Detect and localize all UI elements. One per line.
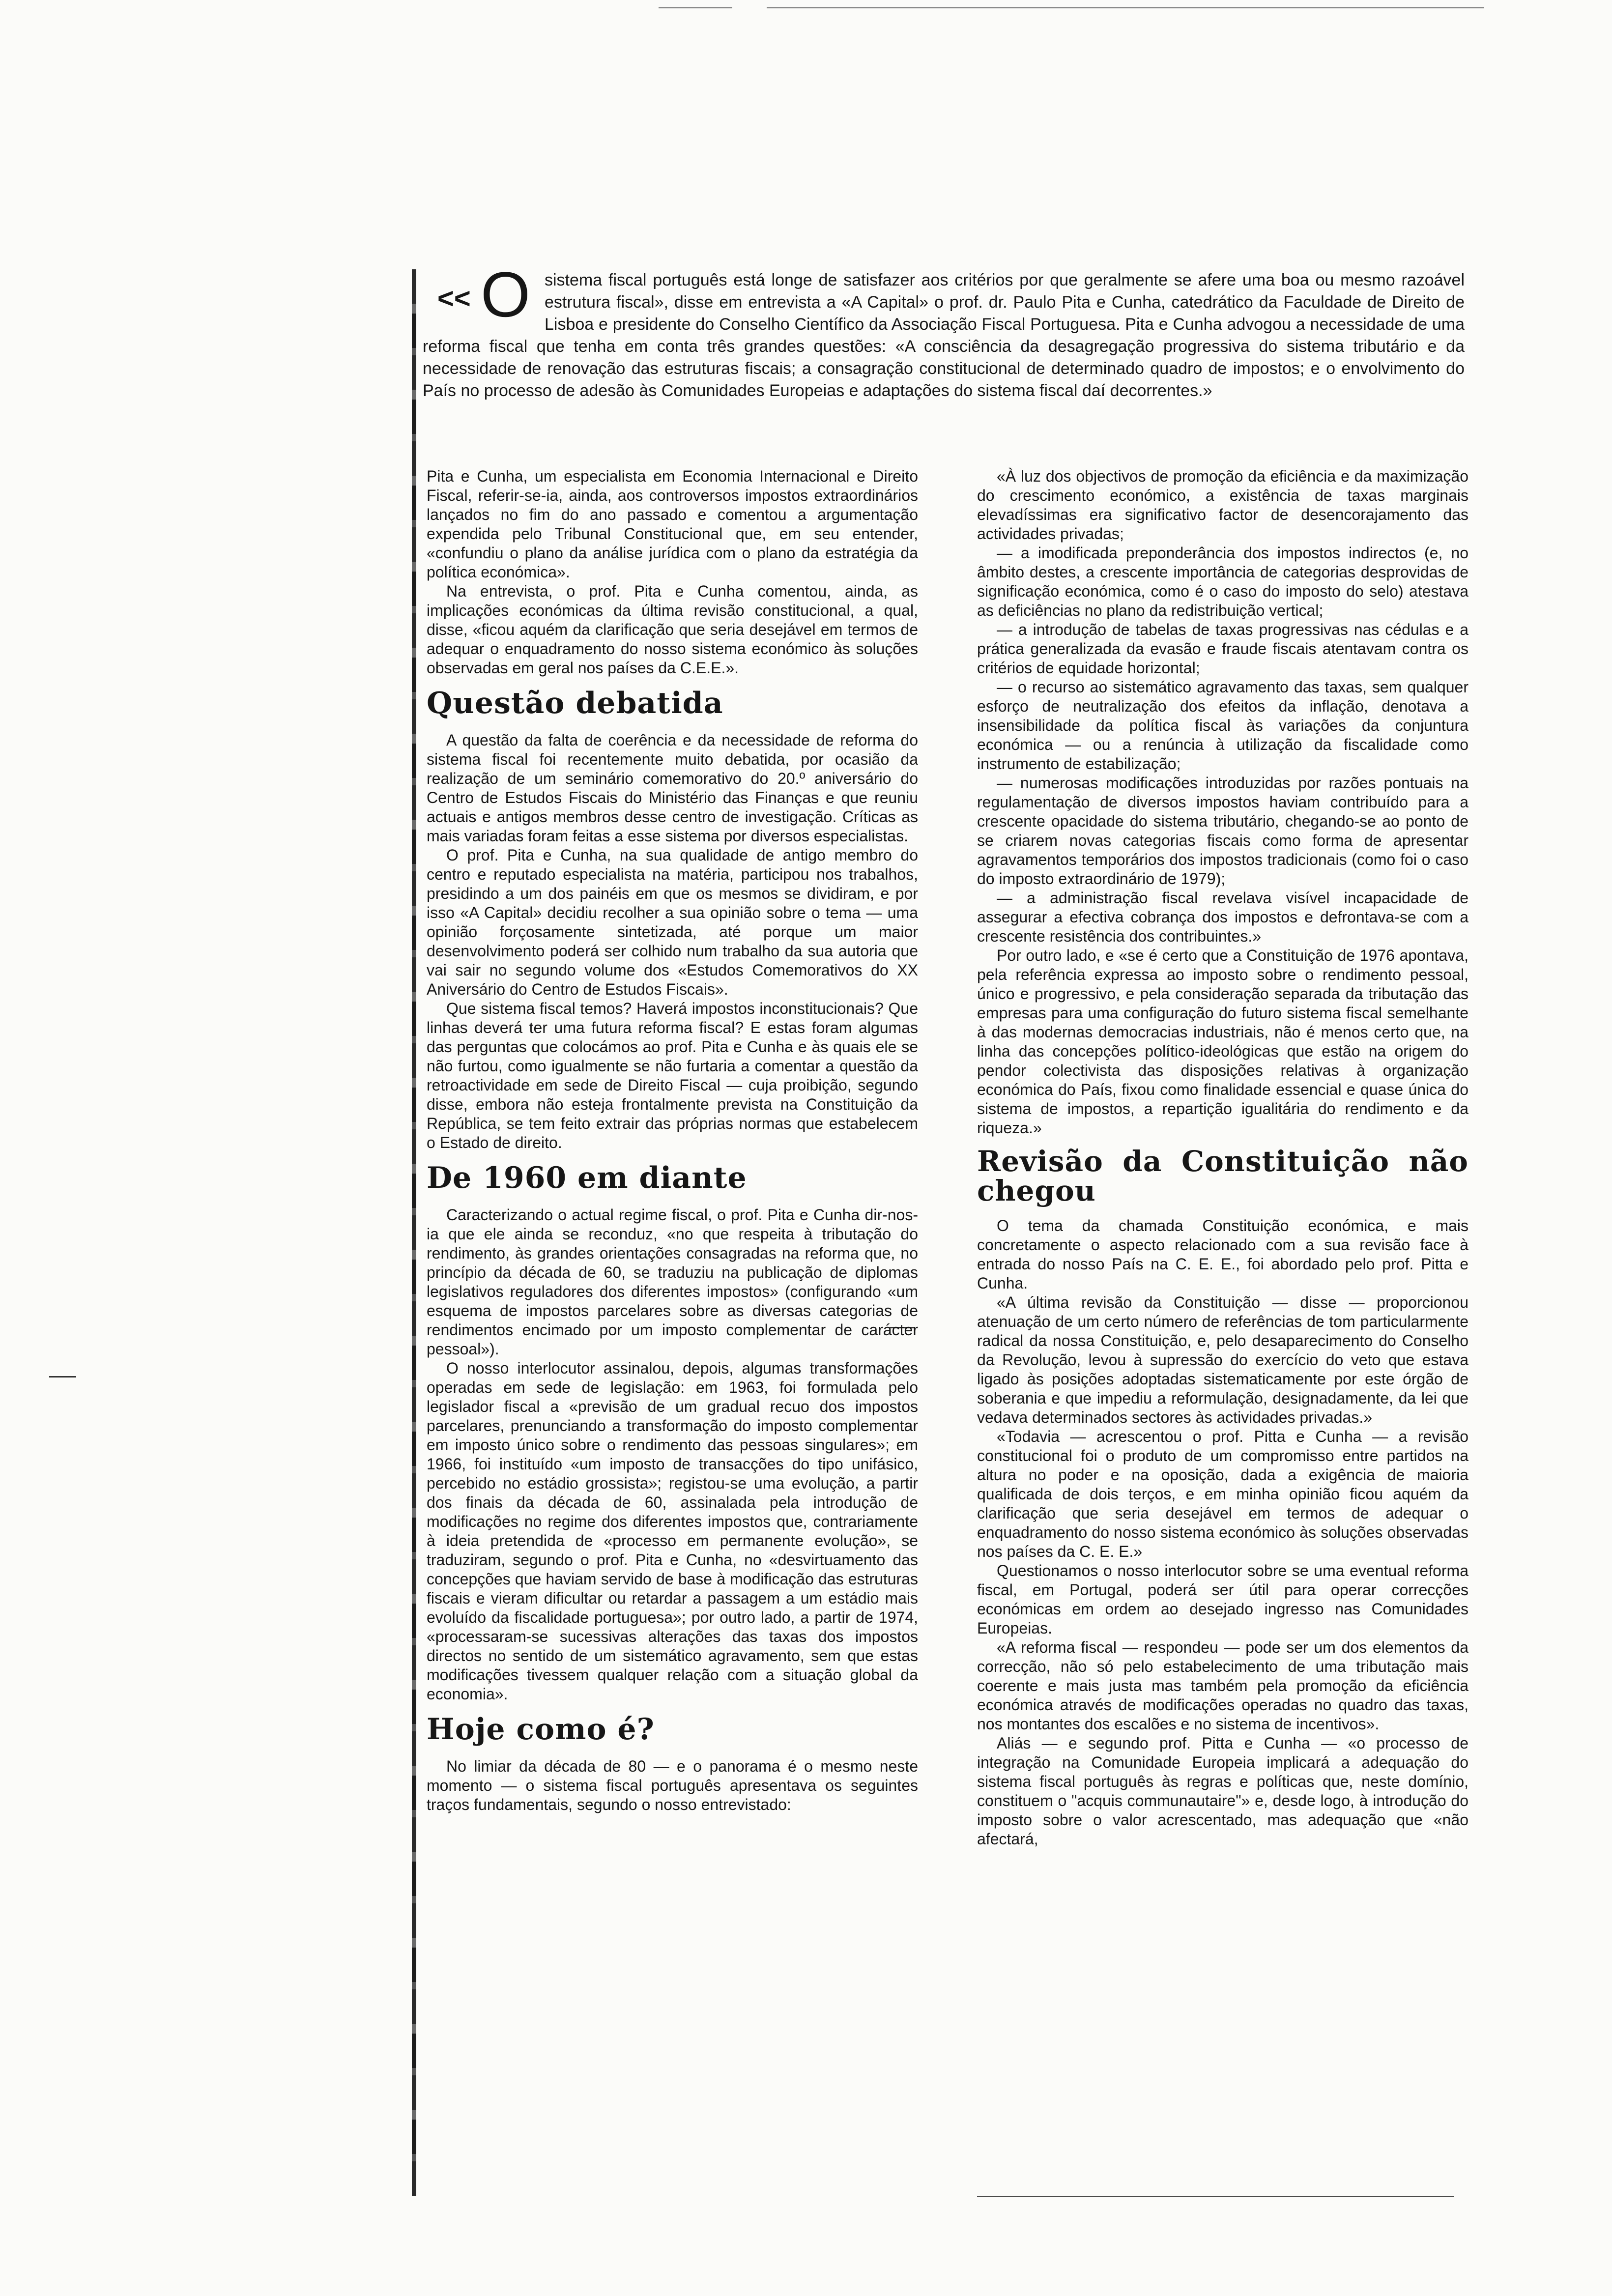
body-paragraph: Por outro lado, e «se é certo que a Constituição de 1976 apontava, pela referência expressa ao imposto sobre o rendimento pessoal, único e progressivo, e pela consideração separada da tributação das empresas para uma configuração do futuro sistema fiscal semelhante à das modernas democracias industriais, não é menos certo que, na linha das concepções político-ideológicas que estão na origem do pendor colectivista das disposições relativas à organização económica do País, fixou como finalidade essencial e quase única do sistema de impostos, a repartição igualitária do rendimento e da riqueza.» (977, 947, 1468, 1137)
body-paragraph: O tema da chamada Constituição económica, e mais concretamente o aspecto relacionado com a sua revisão face à entrada do nosso País na C. E. E., foi abordado pelo prof. Pitta e Cunha. (977, 1217, 1468, 1292)
subheading-de-1960-em-diante: De 1960 em diante (427, 1161, 747, 1195)
page-mark (49, 1376, 76, 1378)
intro-paragraph: Na entrevista, o prof. Pita e Cunha comentou, ainda, as implicações económicas da última revisão constitucional, a qual, disse, «ficou aquém da clarificação que seria desejável em termos de adequar o enquadramento do nosso sistema económico às soluções observadas em geral nos países da C.E.E.». (427, 582, 918, 677)
body-paragraph: Que sistema fiscal temos? Haverá impostos inconstitucionais? Que linhas deverá ter uma futura reforma fiscal? E estas foram algumas das perguntas que colocámos ao prof. Pita e Cunha e às quais ele se não furtou, como igualmente se não furtaria a comentar a questão da retroactividade em sede de Direito Fiscal — cuja proibição, segundo disse, embora não esteja frontalmente prevista na Constituição da República, se tem feito extrair das próprias normas que estabelecem o Estado de direito. (427, 1000, 918, 1151)
body-paragraph: Caracterizando o actual regime fiscal, o prof. Pita e Cunha dir-nos-ia que ele ainda se reconduz, «no que respeita à tributação do rendimento, às grandes orientações consagradas na reforma que, no princípio da década de 60, se traduziu na publicação de diplomas legislativos reguladores dos diferentes impostos» (configurando «um esquema de impostos parcelares sobre as diversas categorias de rendimentos encimado por um imposto complementar de carácter pessoal»). (427, 1206, 918, 1358)
body-paragraph: «Todavia — acrescentou o prof. Pitta e Cunha — a revisão constitucional foi o produto de um compromisso entre partidos na altura no poder e na oposição, dada a exigência de maioria qualificada de dois terços, e em minha opinião ficou aquém da clarificação que seria desejável em termos de adequar o enquadramento do nosso sistema económico às soluções observadas nos países da C. E. E.» (977, 1428, 1468, 1560)
list-item: — a administração fiscal revelava visível incapacidade de assegurar a efectiva cobrança dos impostos e defrontava-se com a crescente resistência dos contribuintes.» (977, 889, 1468, 945)
top-rule-right (767, 7, 1484, 8)
subheading-questao-debatida: Questão debatida (427, 686, 723, 720)
list-item: — a imodificada preponderância dos impostos indirectos (e, no âmbito destes, a crescente importância de categorias desprovidas de significação económica, como é o caso do imposto do selo) atestava as deficiências no plano da redistribuição vertical; (977, 544, 1468, 619)
subheading-revisao-da-constituicao: Revisão da Constituição não chegou (977, 1145, 1468, 1207)
right-column (977, 467, 1468, 2192)
body-paragraph: A questão da falta de coerência e da necessidade de reforma do sistema fiscal foi recentemente muito debatida, por ocasião da realização de um seminário comemorativo do 20.º aniversário do Centro de Estudos Fiscais do Ministério das Finanças e que reuniu actuais e antigos membros desse centro de investigação. Críticas as mais variadas foram feitas a esse sistema por diversos especialistas. (427, 731, 918, 845)
body-paragraph: O nosso interlocutor assinalou, depois, algumas transformações operadas em sede de legislação: em 1963, foi formulada pelo legislador fiscal a «previsão de um gradual recuo dos impostos parcelares, prenunciando a transformação do imposto complementar em imposto único sobre o rendimento das pessoas singulares»; em 1966, foi instituído «um imposto de transacções do tipo unifásico, percebido no estádio grossista»; registou-se uma evolução, a partir dos finais da década de 60, assinalada pela introdução de modificações no regime dos diferentes impostos que, contrariamente à ideia pretendida de «processo em permanente evolução», se traduziram, segundo o prof. Pita e Cunha, no «desvirtuamento das concepções que haviam servido de base à modificação das estruturas fiscais e vieram dificultar ou retardar a passagem a um estádio mais evoluído da fiscalidade portuguesa»; por outro lado, a partir de 1974, «processaram-se sucessivas alterações das taxas dos impostos directos no sentido de um sistemático agravamento, sem que estas modificações tivessem qualquer relação com a situação global da economia». (427, 1359, 918, 1703)
intro-paragraph: Pita e Cunha, um especialista em Economia Internacional e Direito Fiscal, referir-se-ia, ainda, aos controversos impostos extraordinários lançados no fim do ano passado e comentou a argumentação expendida pelo Tribunal Constitucional que, em seu entender, «confundiu o plano da análise jurídica com o plano da estratégia da política económica». (427, 467, 918, 581)
list-item: — numerosas modificações introduzidas por razões pontuais na regulamentação de diversos impostos haviam contribuído para a crescente opacidade do sistema tributário, chegando-se ao ponto de se criarem novas categorias fiscais como forma de apresentar agravamentos temporários dos impostos tradicionais (como foi o caso do imposto extraordinário de 1979); (977, 774, 1468, 888)
lead-paragraph (423, 269, 1465, 452)
top-rule-left (659, 7, 732, 8)
body-paragraph: Questionamos o nosso interlocutor sobre se uma eventual reforma fiscal, em Portugal, poderá ser útil para operar correcções económicas em ordem ao desejado ingresso nas Comunidades Europeias. (977, 1562, 1468, 1637)
left-column (427, 467, 918, 2192)
body-paragraph: No limiar da década de 80 — e o panorama é o mesmo neste momento — o sistema fiscal português apresentava os seguintes traços fundamentais, segundo o nosso entrevistado: (427, 1757, 918, 1813)
list-item: — a introdução de tabelas de taxas progressivas nas cédulas e a prática generalizada da evasão e fraude fiscais atentavam contra os critérios de equidade horizontal; (977, 621, 1468, 677)
lead-text: sistema fiscal português está longe de satisfazer aos critérios por que geralmente se afere uma boa ou mesmo razoável estrutura fiscal», disse em entrevista a «A Capital» o prof. dr. Paulo Pita e Cunha, catedrático da Faculdade de Direito de Lisboa e presidente do Conselho Científico da Associação Fiscal Portuguesa. Pita e Cunha advogou a necessidade de uma reforma fiscal que tenha em conta três grandes questões: «A consciência da desagregação progressiva do sistema tributário e da necessidade de renovação das estruturas fiscais; a consagração constitucional de determinado quadro de impostos; e o envolvimento do País no processo de adesão às Comunidades Europeias e adaptações do sistema fiscal daí decorrentes.» (423, 271, 1465, 400)
drop-cap: O (481, 269, 531, 330)
body-paragraph: Aliás — e segundo prof. Pitta e Cunha — «o processo de integração na Comunidade Europeia implicará a adequação do sistema fiscal português às regras e políticas que, neste domínio, constituem o "acquis communautaire"» e, desde logo, à introdução do imposto sobre o valor acrescentado, mas adequação que «não afectará, (977, 1734, 1468, 1848)
body-paragraph: O prof. Pita e Cunha, na sua qualidade de antigo membro do centro e reputado especialista na matéria, participou nos trabalhos, presidindo a um dos painéis em que os mesmos se dividiram, e por isso «A Capital» decidiu recolher a sua opinião sobre o tema — uma opinião forçosamente sintetizada, até porque um maior desenvolvimento poderá ser colhido num trabalho da sua autoria que vai sair no segundo volume dos «Estudos Comemorativos do XX Aniversário do Centro de Estudos Fiscais». (427, 846, 918, 998)
bottom-rule (977, 2196, 1454, 2197)
margin-strip (412, 269, 416, 2196)
body-paragraph: «À luz dos objectivos de promoção da eficiência e da maximização do crescimento económico, a existência de taxas marginais elevadíssimas era significativo factor de desencorajamento das actividades privadas; (977, 467, 1468, 543)
body-paragraph: «A última revisão da Constituição — disse — proporcionou atenuação de um certo número de referências de tom particularmente radical da nossa Constituição, e, pelo desaparecimento do Conselho da Revolução, levou à supressão do exercício do veto que estava ligado às posições adoptadas sistematicamente por este órgão de soberania e que impediu a reformulação, designadamente, da lei que vedava determinados sectores às actividades privadas.» (977, 1293, 1468, 1426)
lead-opening (423, 269, 541, 330)
body-paragraph: «A reforma fiscal — respondeu — pode ser um dos elementos da correcção, não só pelo estabelecimento de uma tributação mais coerente e mais justa mas também pela promoção da eficiência económica através de modificações operadas no quadro das taxas, nos montantes dos escalões e no sistema de incentivos». (977, 1638, 1468, 1733)
list-item: — o recurso ao sistemático agravamento das taxas, sem qualquer esforço de neutralização dos efeitos da inflação, denotava a insensibilidade da política fiscal às variações da conjuntura económica — ou a renúncia à utilização da fiscalidade como instrumento de estabilização; (977, 678, 1468, 773)
opening-quote-mark: << (437, 283, 471, 315)
subheading-hoje-como-e: Hoje como é? (427, 1712, 655, 1747)
